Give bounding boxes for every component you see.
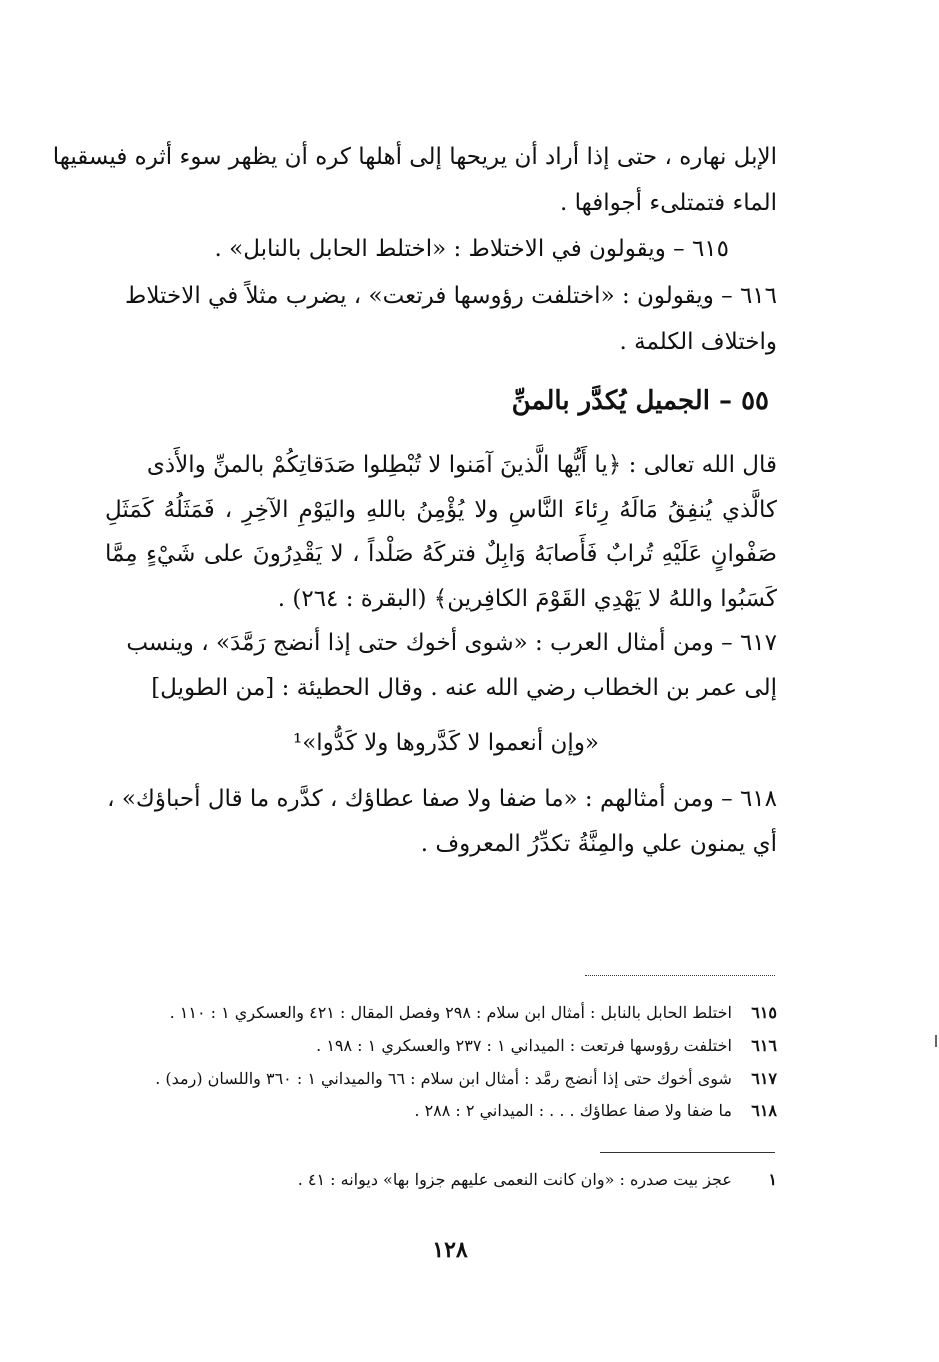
note-text: عجز بيت صدره : «وان كانت النعمى عليهم جزوا بها» ديوانه : ٤١ .	[297, 1170, 732, 1189]
quran-line-2: كالَّذي يُنفِقُ مَالَهُ رِئاءَ النَّاسِ ولا يُؤْمِنُ باللهِ واليَوْمِ الآخِرِ ، فَمَثَلُهُ كَمَثَلِ	[105, 497, 777, 523]
footnote-text: شوى أخوك حتى إذا أنضج رمَّد : أمثال ابن سلام : ٦٦ والميداني ١ : ٣٦٠ واللسان (رمد) .	[155, 1069, 732, 1088]
proverb-615: ٦١٥ – ويقولون في الاختلاط : «اختلط الحابل بالنابل» .	[214, 236, 729, 262]
footnote-text: ما ضفا ولا صفا عطاؤك . . . : الميداني ٢ : ٢٨٨ .	[414, 1101, 732, 1120]
body-line-5: واختلاف الكلمة .	[619, 329, 777, 355]
footnote-number: ٦١٦	[751, 1036, 777, 1055]
verse-note	[127, 1170, 777, 1189]
quran-line-1: قال الله تعالى : ﴿يا أَيُّها الَّذينَ آمَنوا لا تُبْطِلوا صَدَقاتِكُمْ بالمنِّ والأَذى	[146, 452, 777, 478]
footnote-separator	[585, 975, 775, 976]
body-line-1: الإبل نهاره ، حتى إذا أراد أن يريحها إلى أهلها كره أن يظهر سوء أثره فيسقيها	[52, 144, 777, 170]
footnote-number: ٦١٨	[751, 1101, 777, 1120]
proverb-618: ٦١٨ – ومن أمثالهم : «ما ضفا ولا صفا عطاؤك ، كدَّره ما قال أحباؤك» ،	[107, 786, 777, 812]
footnote-616	[127, 1036, 777, 1055]
footnote-615	[127, 1003, 777, 1022]
page-number: ١٢٨	[432, 1237, 468, 1263]
note-separator	[600, 1152, 775, 1153]
footnote-618	[127, 1101, 777, 1120]
proverb-616: ٦١٦ – ويقولون : «اختلفت رؤوسها فرتعت» ، يضرب مثلاً في الاختلاط	[125, 283, 777, 309]
quran-line-3: صَفْوانٍ عَلَيْهِ تُرابٌ فَأَصابَهُ وَابِلٌ فتركَهُ صَلْداً ، لا يَقْدِرُونَ على شَيْءٍ مِمَّا	[105, 541, 777, 567]
proverb-618-cont: أي يمنون علي والمِنَّةُ تكدِّرُ المعروف .	[420, 831, 777, 857]
footnote-number: ٦١٧	[751, 1069, 777, 1088]
note-number: ١	[768, 1170, 777, 1189]
proverb-617-cont: إلى عمر بن الخطاب رضي الله عنه . وقال الحطيئة : [من الطويل]	[151, 675, 777, 701]
poem-verse: «وإن أنعموا لا كَدَّروها ولا كَدُّوا»¹	[292, 730, 599, 756]
scan-edge-mark	[935, 1035, 937, 1047]
footnote-text: اختلط الحابل بالنابل : أمثال ابن سلام : ٢٩٨ وفصل المقال : ٤٢١ والعسكري ١ : ١١٠ .	[169, 1003, 732, 1022]
proverb-617: ٦١٧ – ومن أمثال العرب : «شوى أخوك حتى إذا أنضج رَمَّدَ» ، وينسب	[126, 630, 777, 656]
footnote-617	[127, 1069, 777, 1088]
body-line-2: الماء فتمتلىء أجوافها .	[559, 190, 777, 216]
quran-line-4: كَسَبُوا واللهُ لا يَهْدِي القَوْمَ الكافِرين﴾ (البقرة : ٢٦٤) .	[277, 586, 777, 612]
section-heading: ٥٥ – الجميل يُكدَّر بالمنِّ	[511, 386, 769, 416]
footnote-number: ٦١٥	[751, 1003, 777, 1022]
footnote-text: اختلفت رؤوسها فرتعت : الميداني ١ : ٢٣٧ والعسكري ١ : ١٩٨ .	[316, 1036, 732, 1055]
